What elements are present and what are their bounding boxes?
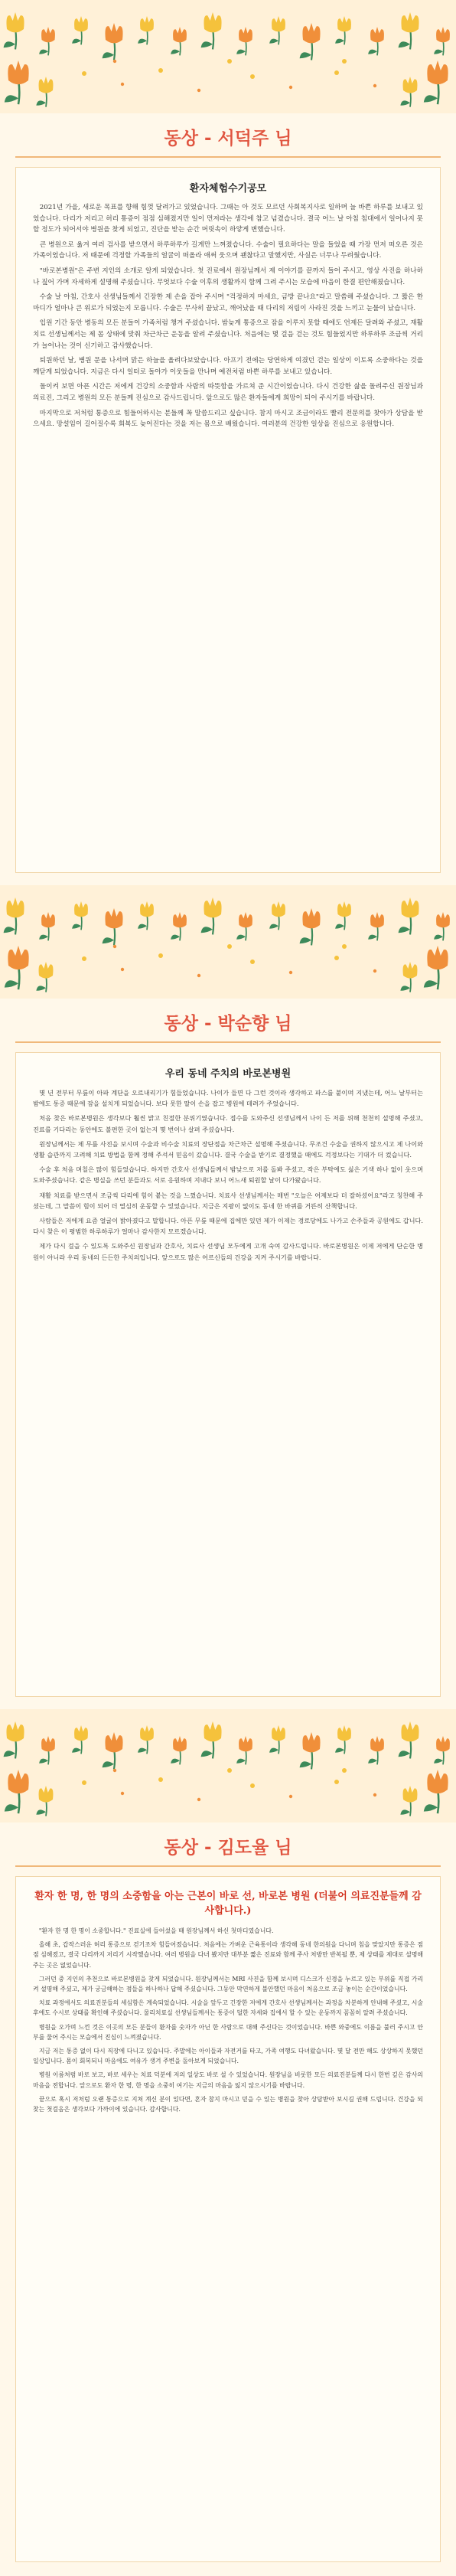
essay-paragraph: 지금 저는 통증 없이 다시 직장에 다니고 있습니다. 주말에는 아이들과 자전거를 타고, 가족 여행도 다녀왔습니다. 몇 달 전만 해도 상상하지 못했던 일상입니다. 몸이 회복되니 마음에도 여유가 생겨 주변을 돌아보게 되었습니다. <box>33 2048 423 2065</box>
essay-paragraph: 2021년 가을, 새로운 목표를 향해 힘껏 달려가고 있었습니다. 그때는 아 것도 모르던 사회복지사로 일하며 늘 바쁜 하루를 보내고 있었습니다. 다리가 저리고 허리 통증이 점점 심해졌지만 일이 먼저라는 생각에 참고 넘겼습니다. 결국 어느 날 아침 침대에서 일어나지 못할 정도가 되어서야 병원을 찾게 되었고, 진단을 받는 순간 머릿속이 하얗게 변했습니다. <box>33 204 423 234</box>
essay-title: 환자체험수기공모 <box>189 183 267 195</box>
section-title: 동상 - 박순향 님 <box>164 1014 292 1034</box>
tulip-garland-icon <box>0 1709 456 1822</box>
section-title: 동상 - 김도율 님 <box>164 1838 292 1858</box>
essay-paragraph: 병원 이름처럼 바로 보고, 바로 세우는 치료 덕분에 저의 일상도 바로 설 수 있었습니다. 원장님을 비롯한 모든 의료진분들께 다시 한번 깊은 감사의 마음을 전합니다. 앞으로도 환자 한 명, 한 명을 소중히 여기는 지금의 마음을 잃지 않으시기를 바랍니다. <box>33 2071 423 2089</box>
banner <box>0 1709 456 1822</box>
essay-paragraph: 그러던 중 지인의 추천으로 바로본병원을 찾게 되었습니다. 원장님께서는 MRI 사진을 함께 보시며 디스크가 신경을 누르고 있는 부위를 직접 가리켜 설명해 주셨고, 제가 궁금해하는 점들을 하나하나 답해 주셨습니다. 그동안 막연하게 불안했던 마음이 처음으로 조금 놓이는 순간이었습니다. <box>33 1975 423 1993</box>
essay-card <box>15 167 441 873</box>
essay-paragraph: 퇴원하던 날, 병원 문을 나서며 맑은 하늘을 올려다보았습니다. 아프기 전에는 당연하게 여겼던 걷는 일상이 이토록 소중하다는 것을 깨닫게 되었습니다. 지금은 다시 일터로 돌아가 이웃들을 만나며 예전처럼 바쁜 하루를 보내고 있습니다. <box>33 357 423 376</box>
essay-paragraph: 올해 초, 갑작스러운 허리 통증으로 걷기조차 힘들어졌습니다. 처음에는 가벼운 근육통이라 생각해 동네 한의원을 다니며 침을 맞았지만 통증은 점점 심해졌고, 결국 다리까지 저리기 시작했습니다. 여러 병원을 다녀 봤지만 대부분 짧은 진료와 함께 주사 처방만 반복될 뿐, 제 상태를 제대로 설명해 주는 곳은 없었습니다. <box>33 1941 423 1969</box>
essay-paragraph: 병원을 오가며 느낀 것은 이곳의 모든 분들이 환자를 숫자가 아닌 한 사람으로 대해 주신다는 것이었습니다. 바쁜 와중에도 이름을 불러 주시고 안부를 물어 주시는 모습에서 진심이 느껴졌습니다. <box>33 2023 423 2041</box>
essay-card <box>15 1052 441 1697</box>
essay-paragraph: "환자 한 명 한 명이 소중합니다." 진료실에 들어섰을 때 원장님께서 하신 첫마디였습니다. <box>38 1927 274 1934</box>
essay-paragraph: 큰 병원으로 옮겨 여러 검사를 받으면서 하루하루가 길게만 느껴졌습니다. 수술이 필요하다는 말을 들었을 때 가장 먼저 떠오른 것은 가족이었습니다. 저 때문에 걱정할 가족들의 얼굴이 떠올라 애써 웃으며 괜찮다고 말했지만, 사실은 너무나 두려웠습니다. <box>33 240 423 260</box>
award-section-3 <box>0 1709 456 2576</box>
essay-body <box>33 1926 423 2114</box>
tulip-garland-icon <box>0 885 456 999</box>
essay-paragraph: 재활 치료를 받으면서 조금씩 다리에 힘이 붙는 것을 느꼈습니다. 치료사 선생님께서는 매번 "오늘은 어제보다 더 잘하셨어요"라고 칭찬해 주셨는데, 그 말씀이 힘이 되어 더 열심히 운동할 수 있었습니다. 지금은 지팡이 없이도 동네 한 바퀴를 거뜬히 산책합니다. <box>33 1191 423 1210</box>
essay-paragraph: 몇 년 전부터 무릎이 아파 계단을 오르내리기가 힘들었습니다. 나이가 들면 다 그런 것이라 생각하고 파스를 붙이며 지냈는데, 어느 날부터는 밤에도 통증 때문에 잠을 설치게 되었습니다. 보다 못한 딸이 손을 잡고 병원에 데려가 주었습니다. <box>33 1089 423 1108</box>
essay-paragraph: "바로본병원"은 주변 지인의 소개로 알게 되었습니다. 첫 진료에서 원장님께서 제 이야기를 끝까지 들어 주시고, 영상 사진을 하나하나 짚어 가며 자세하게 설명해 주셨습니다. 무엇보다 수술 이후의 생활까지 함께 그려 주시는 모습에 마음이 한결 편안해졌습니다. <box>33 266 423 286</box>
essay-paragraph: 제가 다시 걸을 수 있도록 도와주신 원장님과 간호사, 치료사 선생님 모두에게 고개 숙여 감사드립니다. 바로본병원은 이제 저에게 단순한 병원이 아니라 우리 동네의 든든한 주치의입니다. 앞으로도 많은 어르신들의 건강을 지켜 주시기를 바랍니다. <box>33 1242 423 1261</box>
essay-title: 환자 한 명, 한 명의 소중함을 아는 근본이 바로 선, 바로본 병원 (더불어 의료진분들께 감사합니다.) <box>34 1891 422 1917</box>
essay-body <box>33 1087 423 1263</box>
essay-paragraph: 사람들은 저에게 요즘 얼굴이 밝아졌다고 말합니다. 아픈 무릎 때문에 집에만 있던 제가 이제는 경로당에도 나가고 손주들과 공원에도 갑니다. 다시 찾은 이 평범한 하루하루가 얼마나 감사한지 모르겠습니다. <box>33 1217 423 1236</box>
essay-title: 우리 동네 주치의 바로본병원 <box>164 1068 292 1080</box>
essay-paragraph: 처음 찾은 바로본병원은 생각보다 훨씬 밝고 친절한 분위기였습니다. 접수를 도와주신 선생님께서 나이 든 저를 위해 천천히 설명해 주셨고, 진료를 기다리는 동안에도 불편한 곳이 없는지 몇 번이나 살펴 주셨습니다. <box>33 1114 423 1133</box>
award-section-1 <box>0 0 456 885</box>
banner <box>0 885 456 999</box>
essay-body <box>33 202 423 430</box>
essay-paragraph: 마지막으로 저처럼 통증으로 힘들어하시는 분들께 꼭 말씀드리고 싶습니다. 참지 마시고 조금이라도 빨리 전문의를 찾아가 상담을 받으세요. 망설임이 길어질수록 회복도 늦어진다는 것을 저는 몸으로 배웠습니다. 여러분의 건강한 일상을 진심으로 응원합니다. <box>33 409 423 429</box>
award-section-2 <box>0 885 456 1709</box>
divider <box>15 156 441 158</box>
essay-card <box>15 1876 441 2562</box>
banner <box>0 0 456 113</box>
tulip-garland-icon <box>0 0 456 113</box>
section-title: 동상 - 서덕주 님 <box>164 129 292 149</box>
essay-paragraph: 수술 날 아침, 간호사 선생님들께서 긴장한 제 손을 잡아 주시며 "걱정하지 마세요, 금방 끝나요"라고 말씀해 주셨습니다. 그 짧은 한마디가 얼마나 큰 위로가 되었는지 모릅니다. 수술은 무사히 끝났고, 깨어났을 때 다리의 저림이 사라진 것을 느끼고 눈물이 났습니다. <box>33 293 423 312</box>
divider <box>15 1041 441 1043</box>
essay-paragraph: 수술 후 처음 며칠은 많이 힘들었습니다. 하지만 간호사 선생님들께서 밤낮으로 저를 돌봐 주셨고, 작은 부탁에도 싫은 기색 하나 없이 웃으며 도와주셨습니다. 같은 병실을 쓰던 분들과도 서로 응원하며 지내다 보니 어느새 퇴원할 날이 다가왔습니다. <box>33 1165 423 1185</box>
essay-paragraph: 치료 과정에서도 의료진분들의 세심함은 계속되었습니다. 시술을 앞두고 긴장한 저에게 간호사 선생님께서는 과정을 차분하게 안내해 주셨고, 시술 후에도 수시로 상태를 확인해 주셨습니다. 물리치료실 선생님들께서는 통증이 덜한 자세와 집에서 할 수 있는 운동까지 꼼꼼히 알려 주셨습니다. <box>33 1999 423 2017</box>
essay-paragraph: 끝으로 혹시 저처럼 오랜 통증으로 지쳐 계신 분이 있다면, 혼자 참지 마시고 믿을 수 있는 병원을 찾아 상담받아 보시길 권해 드립니다. 건강을 되찾는 첫걸음은 생각보다 가까이에 있습니다. 감사합니다. <box>33 2095 423 2113</box>
essay-paragraph: 돌이켜 보면 아픈 시간은 저에게 건강의 소중함과 사람의 따뜻함을 가르쳐 준 시간이었습니다. 다시 건강한 삶을 돌려주신 원장님과 의료진, 그리고 병원의 모든 분들께 진심으로 감사드립니다. 앞으로도 많은 환자들에게 희망이 되어 주시기를 바랍니다. <box>33 383 423 402</box>
essay-paragraph: 입원 기간 동안 병동의 모든 분들이 가족처럼 챙겨 주셨습니다. 밤늦게 통증으로 잠을 이루지 못할 때에도 언제든 달려와 주셨고, 재활 치료 선생님께서는 제 몸 상태에 맞춰 차근차근 운동을 알려 주셨습니다. 처음에는 몇 걸음 걷는 것도 힘들었지만 하루하루 조금씩 거리가 늘어나는 것이 신기하고 감사했습니다. <box>33 319 423 350</box>
divider <box>15 1865 441 1867</box>
essay-paragraph: 원장님께서는 제 무릎 사진을 보시며 수술과 비수술 치료의 장단점을 차근차근 설명해 주셨습니다. 무조건 수술을 권하지 않으시고 제 나이와 생활 습관까지 고려해 치료 방법을 함께 정해 주셔서 믿음이 갔습니다. 결국 수술을 받기로 결정했을 때에도 걱정보다는 기대가 더 컸습니다. <box>33 1139 423 1159</box>
